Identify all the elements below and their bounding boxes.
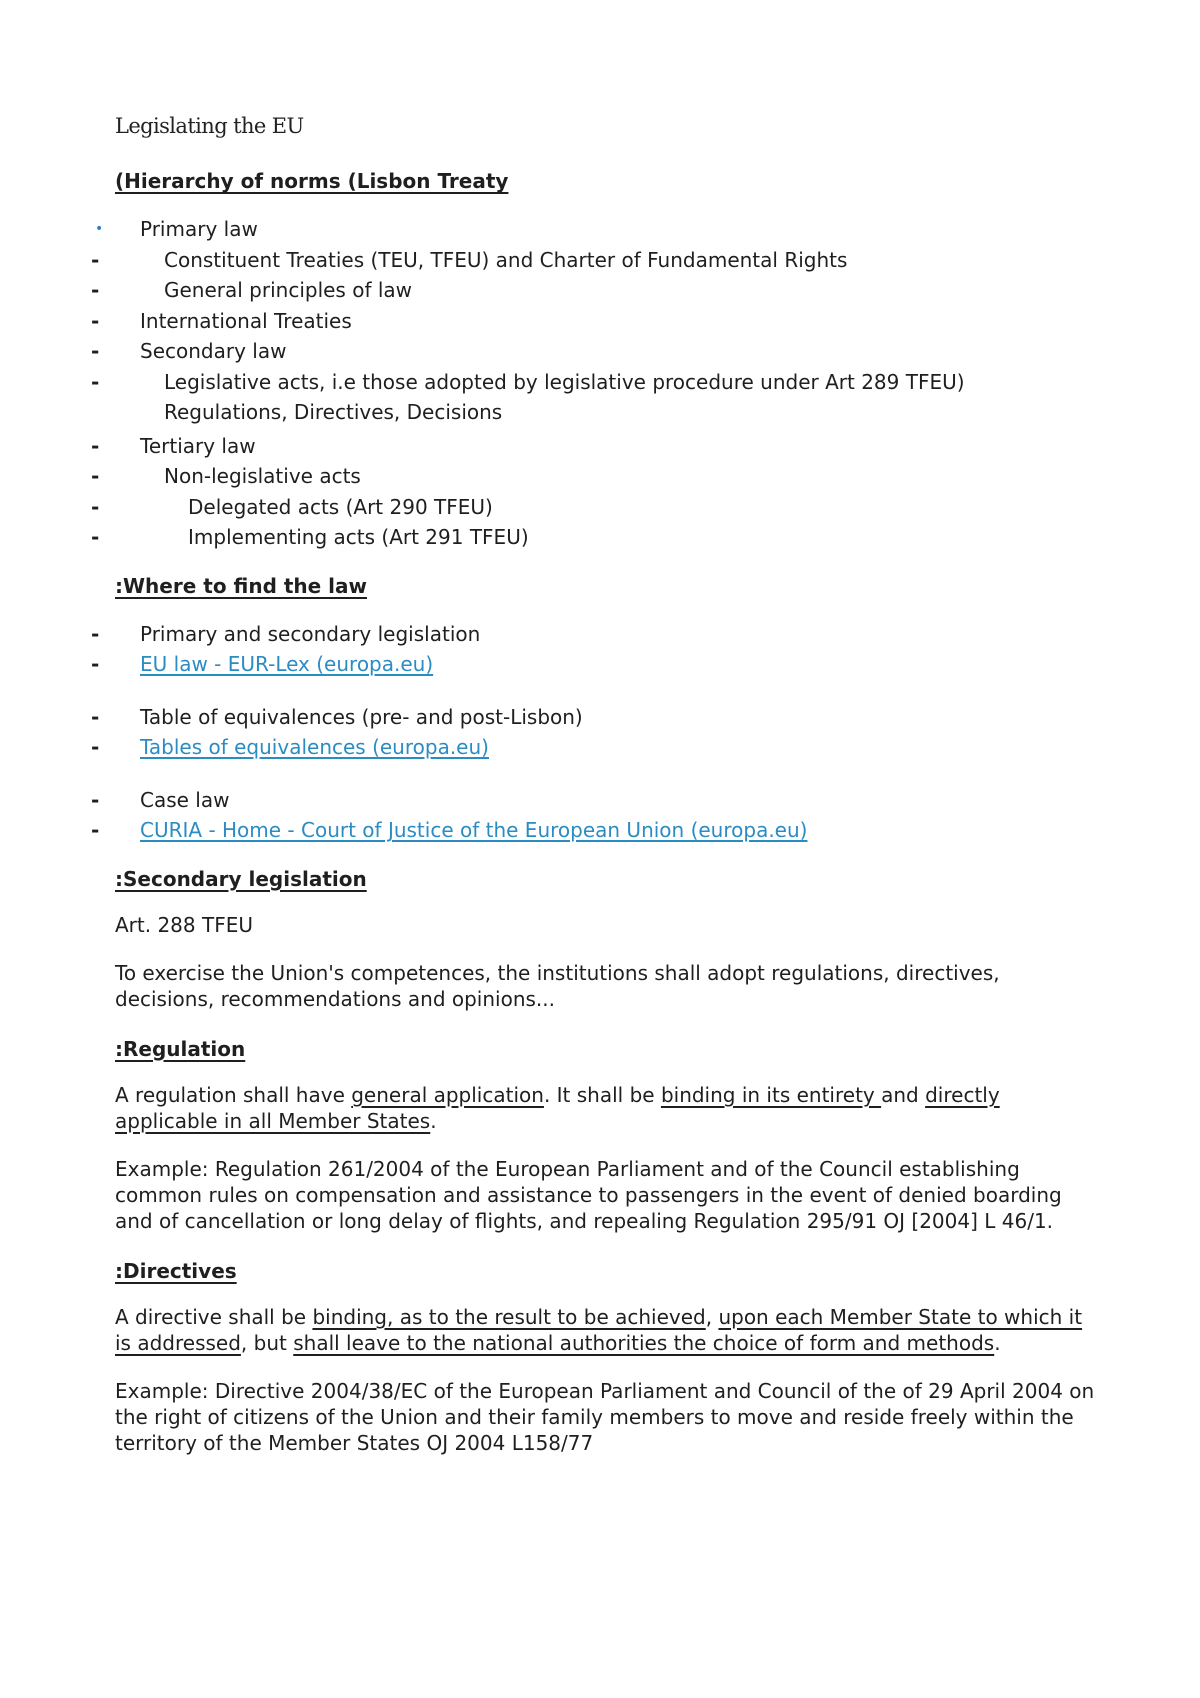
hierarchy-list: [91, 214, 1095, 553]
regulation-example: Example: Regulation 261/2004 of the European Parliament and of the Council establishing common rules on compensation and assistance to passengers in the event of denied boarding and of cancellation or long delay of flights, and repealing Regulation 295/91 OJ [2004] L 46/1.: [115, 1156, 1062, 1233]
dash-icon: -: [91, 464, 100, 488]
dash-icon: -: [91, 369, 100, 394]
dash-icon: -: [91, 278, 100, 302]
list-item: - Legislative acts, i.e those adopted by legislative procedure under Art 289 TFEU) Regulations, Directives, Decisions: [115, 367, 1095, 431]
where-heading: :Where to find the law: [115, 573, 368, 598]
list-item: - Table of equivalences (pre- and post-Lisbon): [115, 702, 1095, 733]
directive-definition: A directive shall be binding, as to the result to be achieved, upon each Member State to which it is addressed, but shall leave to the national authorities the choice of form and methods.: [115, 1304, 1083, 1355]
dash-icon: -: [91, 494, 100, 519]
directive-example: Example: Directive 2004/38/EC of the European Parliament and Council of the of 29 April 2004 on the right of citizens of the Union and their family members to move and reside freely within the territory of the Member States OJ 2004 L158/77: [115, 1378, 1095, 1455]
dash-icon: -: [91, 308, 100, 333]
where-list-primary: [91, 619, 1095, 680]
dash-icon: -: [91, 704, 100, 729]
dash-icon: -: [91, 339, 100, 363]
dash-icon: -: [91, 525, 100, 549]
article-reference: Art. 288 TFEU: [115, 912, 253, 937]
hierarchy-heading: (Hierarchy of norms (Lisbon Treaty: [115, 169, 509, 193]
list-item: - Delegated acts (Art 290 TFEU): [115, 492, 1095, 523]
list-item: - Implementing acts (Art 291 TFEU): [115, 522, 1095, 553]
list-item: [91, 815, 1095, 846]
list-item: - Constituent Treaties (TEU, TFEU) and Charter of Fundamental Rights: [115, 245, 1095, 276]
dash-icon: -: [91, 652, 100, 676]
where-list-case: [91, 785, 1095, 846]
list-item: • Primary law: [115, 214, 1095, 245]
secondary-heading: :Secondary legislation: [115, 866, 367, 891]
list-item: [91, 732, 1095, 763]
tables-of-equivalences-link[interactable]: Tables of equivalences (europa.eu): [140, 735, 489, 759]
bullet-dot-icon: •: [95, 221, 104, 237]
dash-icon: -: [91, 433, 100, 458]
dash-icon: -: [91, 787, 100, 812]
list-item: - Primary and secondary legislation: [115, 619, 1095, 650]
list-item: - Case law: [115, 785, 1095, 816]
dash-icon: -: [91, 818, 100, 842]
curia-link[interactable]: CURIA - Home - Court of Justice of the European Union (europa.eu): [140, 818, 808, 842]
dash-icon: -: [91, 621, 100, 646]
where-list-tables: [91, 702, 1095, 763]
list-item: - General principles of law: [115, 275, 1095, 306]
regulation-heading: :Regulation: [115, 1036, 246, 1061]
dash-icon: -: [91, 247, 100, 272]
document-content: [91, 112, 1095, 1456]
list-item: - Tertiary law: [115, 431, 1095, 462]
eur-lex-link[interactable]: EU law - EUR-Lex (europa.eu): [140, 652, 434, 676]
regulation-definition: A regulation shall have general application. It shall be binding in its entirety and directly applicable in all Member States.: [115, 1082, 1000, 1133]
list-item: - International Treaties: [115, 306, 1095, 337]
dash-icon: -: [91, 735, 100, 759]
list-item: - Secondary law: [115, 336, 1095, 367]
secondary-text: To exercise the Union's competences, the institutions shall adopt regulations, directives, decisions, recommendations and opinions...: [115, 960, 1000, 1011]
document-title: Legislating the EU: [115, 114, 304, 138]
list-item: [91, 649, 1095, 680]
list-item: - Non-legislative acts: [115, 461, 1095, 492]
directives-heading: :Directives: [115, 1258, 237, 1283]
